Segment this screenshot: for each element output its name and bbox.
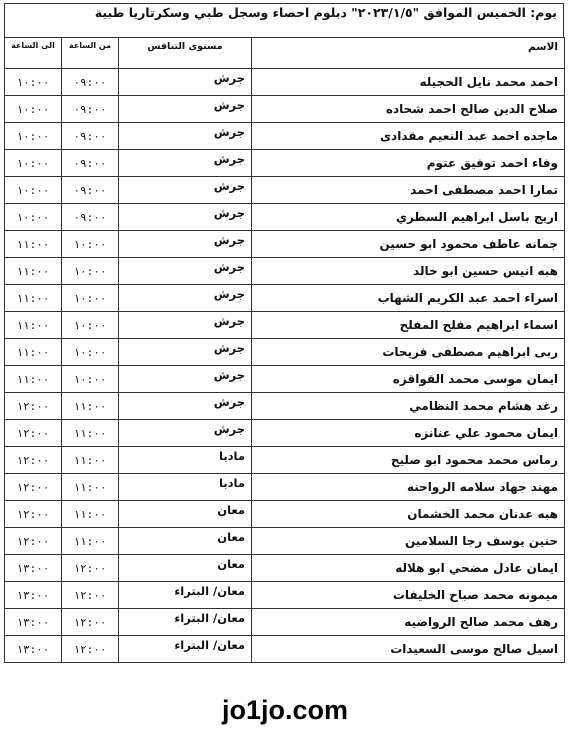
- column-header-to: الى الساعة: [5, 38, 62, 69]
- site-watermark: jo1jo.com: [221, 695, 349, 725]
- start-time: ١٢:٠٠: [62, 609, 119, 636]
- end-time: ١٢:٠٠: [5, 447, 62, 474]
- schedule-sheet: [4, 3, 564, 663]
- end-time: ١٠:٠٠: [5, 123, 62, 150]
- student-name: ميمونه محمد صباح الخليفات: [252, 582, 565, 609]
- end-time: ١٢:٠٠: [5, 393, 62, 420]
- table-row: [5, 609, 565, 636]
- end-time: ١٢:٠٠: [5, 501, 62, 528]
- start-time: ١١:٠٠: [62, 474, 119, 501]
- start-time: ١٠:٠٠: [62, 258, 119, 285]
- competition-level: معان: [119, 501, 252, 528]
- student-name: احمد محمد نايل الحجيله: [252, 69, 565, 96]
- start-time: ١٠:٠٠: [62, 285, 119, 312]
- student-name: رغد هشام محمد النظامي: [252, 393, 565, 420]
- table-row: [5, 393, 565, 420]
- start-time: ٠٩:٠٠: [62, 123, 119, 150]
- student-name: حنين يوسف رجا السلامين: [252, 528, 565, 555]
- student-name: ربى ابراهيم مصطفى فريحات: [252, 339, 565, 366]
- competition-level: مادبا: [119, 474, 252, 501]
- competition-level: معان: [119, 528, 252, 555]
- start-time: ٠٩:٠٠: [62, 96, 119, 123]
- end-time: ١٠:٠٠: [5, 150, 62, 177]
- schedule-table: [4, 37, 565, 663]
- start-time: ١١:٠٠: [62, 447, 119, 474]
- end-time: ١٢:٠٠: [5, 528, 62, 555]
- table-row: [5, 204, 565, 231]
- start-time: ٠٩:٠٠: [62, 204, 119, 231]
- start-time: ٠٩:٠٠: [62, 150, 119, 177]
- table-row: [5, 528, 565, 555]
- table-row: [5, 420, 565, 447]
- end-time: ١٢:٠٠: [5, 420, 62, 447]
- table-row: [5, 555, 565, 582]
- start-time: ٠٩:٠٠: [62, 69, 119, 96]
- table-row: [5, 231, 565, 258]
- end-time: ١١:٠٠: [5, 312, 62, 339]
- competition-level: جرش: [119, 393, 252, 420]
- student-name: اسيل صالح موسى السعيدات: [252, 636, 565, 663]
- end-time: ١١:٠٠: [5, 258, 62, 285]
- start-time: ١٢:٠٠: [62, 636, 119, 663]
- student-name: ماجده احمد عبد النعيم مقدادى: [252, 123, 565, 150]
- table-row: [5, 150, 565, 177]
- end-time: ١١:٠٠: [5, 231, 62, 258]
- table-row: [5, 123, 565, 150]
- table-row: [5, 447, 565, 474]
- student-name: اسماء ابراهيم مفلح المفلح: [252, 312, 565, 339]
- end-time: ١٣:٠٠: [5, 555, 62, 582]
- start-time: ١٠:٠٠: [62, 312, 119, 339]
- competition-level: جرش: [119, 204, 252, 231]
- end-time: ١١:٠٠: [5, 339, 62, 366]
- start-time: ١١:٠٠: [62, 420, 119, 447]
- column-header-level: مستوى التنافس: [119, 38, 252, 69]
- start-time: ١١:٠٠: [62, 528, 119, 555]
- competition-level: جرش: [119, 339, 252, 366]
- start-time: ١٠:٠٠: [62, 231, 119, 258]
- competition-level: معان: [119, 555, 252, 582]
- competition-level: جرش: [119, 258, 252, 285]
- end-time: ١٣:٠٠: [5, 582, 62, 609]
- competition-level: جرش: [119, 366, 252, 393]
- competition-level: جرش: [119, 420, 252, 447]
- end-time: ١١:٠٠: [5, 285, 62, 312]
- table-row: [5, 312, 565, 339]
- table-row: [5, 258, 565, 285]
- competition-level: معان/ البتراء: [119, 582, 252, 609]
- student-name: وفاء احمد توفيق عتوم: [252, 150, 565, 177]
- table-header-row: [5, 38, 565, 69]
- end-time: ١٢:٠٠: [5, 474, 62, 501]
- student-name: هبه انيس حسين ابو خالد: [252, 258, 565, 285]
- student-name: اسراء احمد عبد الكريم الشهاب: [252, 285, 565, 312]
- competition-level: معان/ البتراء: [119, 609, 252, 636]
- student-name: هبه عدنان محمد الخشمان: [252, 501, 565, 528]
- student-name: رهف محمد صالح الرواضيه: [252, 609, 565, 636]
- student-name: تمارا احمد مصطفى احمد: [252, 177, 565, 204]
- end-time: ١٣:٠٠: [5, 609, 62, 636]
- column-header-name: الاسم: [252, 38, 565, 69]
- start-time: ١٢:٠٠: [62, 582, 119, 609]
- competition-level: جرش: [119, 231, 252, 258]
- competition-level: مادبا: [119, 447, 252, 474]
- table-row: [5, 339, 565, 366]
- table-row: [5, 96, 565, 123]
- start-time: ١٠:٠٠: [62, 339, 119, 366]
- page-title: يوم: الخميس الموافق "٢٠٢٣/١/٥" دبلوم احصاء وسجل طبي وسكرتاريا طبية: [4, 3, 564, 37]
- table-row: [5, 582, 565, 609]
- end-time: ١٠:٠٠: [5, 96, 62, 123]
- student-name: رماس محمد محمود ابو صليح: [252, 447, 565, 474]
- student-name: ايمان محمود علي عنانزه: [252, 420, 565, 447]
- competition-level: جرش: [119, 285, 252, 312]
- competition-level: جرش: [119, 96, 252, 123]
- competition-level: جرش: [119, 177, 252, 204]
- start-time: ١٢:٠٠: [62, 555, 119, 582]
- student-name: اريج باسل ابراهيم السطري: [252, 204, 565, 231]
- table-row: [5, 366, 565, 393]
- column-header-from: من الساعة: [62, 38, 119, 69]
- table-row: [5, 69, 565, 96]
- table-row: [5, 501, 565, 528]
- student-name: مهند جهاد سلامه الرواحنه: [252, 474, 565, 501]
- student-name: ايمان عادل مضحي ابو هلاله: [252, 555, 565, 582]
- competition-level: جرش: [119, 150, 252, 177]
- end-time: ١٠:٠٠: [5, 69, 62, 96]
- student-name: ايمان موسى محمد القواقزه: [252, 366, 565, 393]
- start-time: ١١:٠٠: [62, 393, 119, 420]
- competition-level: جرش: [119, 69, 252, 96]
- competition-level: جرش: [119, 123, 252, 150]
- student-name: صلاح الدين صالح احمد شحاده: [252, 96, 565, 123]
- start-time: ٠٩:٠٠: [62, 177, 119, 204]
- table-row: [5, 177, 565, 204]
- competition-level: جرش: [119, 312, 252, 339]
- end-time: ١٠:٠٠: [5, 177, 62, 204]
- competition-level: معان/ البتراء: [119, 636, 252, 663]
- start-time: ١٠:٠٠: [62, 366, 119, 393]
- table-row: [5, 636, 565, 663]
- end-time: ١٣:٠٠: [5, 636, 62, 663]
- end-time: ١١:٠٠: [5, 366, 62, 393]
- table-row: [5, 285, 565, 312]
- end-time: ١٠:٠٠: [5, 204, 62, 231]
- table-body: [5, 69, 565, 663]
- start-time: ١١:٠٠: [62, 501, 119, 528]
- table-row: [5, 474, 565, 501]
- student-name: جمانه عاطف محمود ابو حسين: [252, 231, 565, 258]
